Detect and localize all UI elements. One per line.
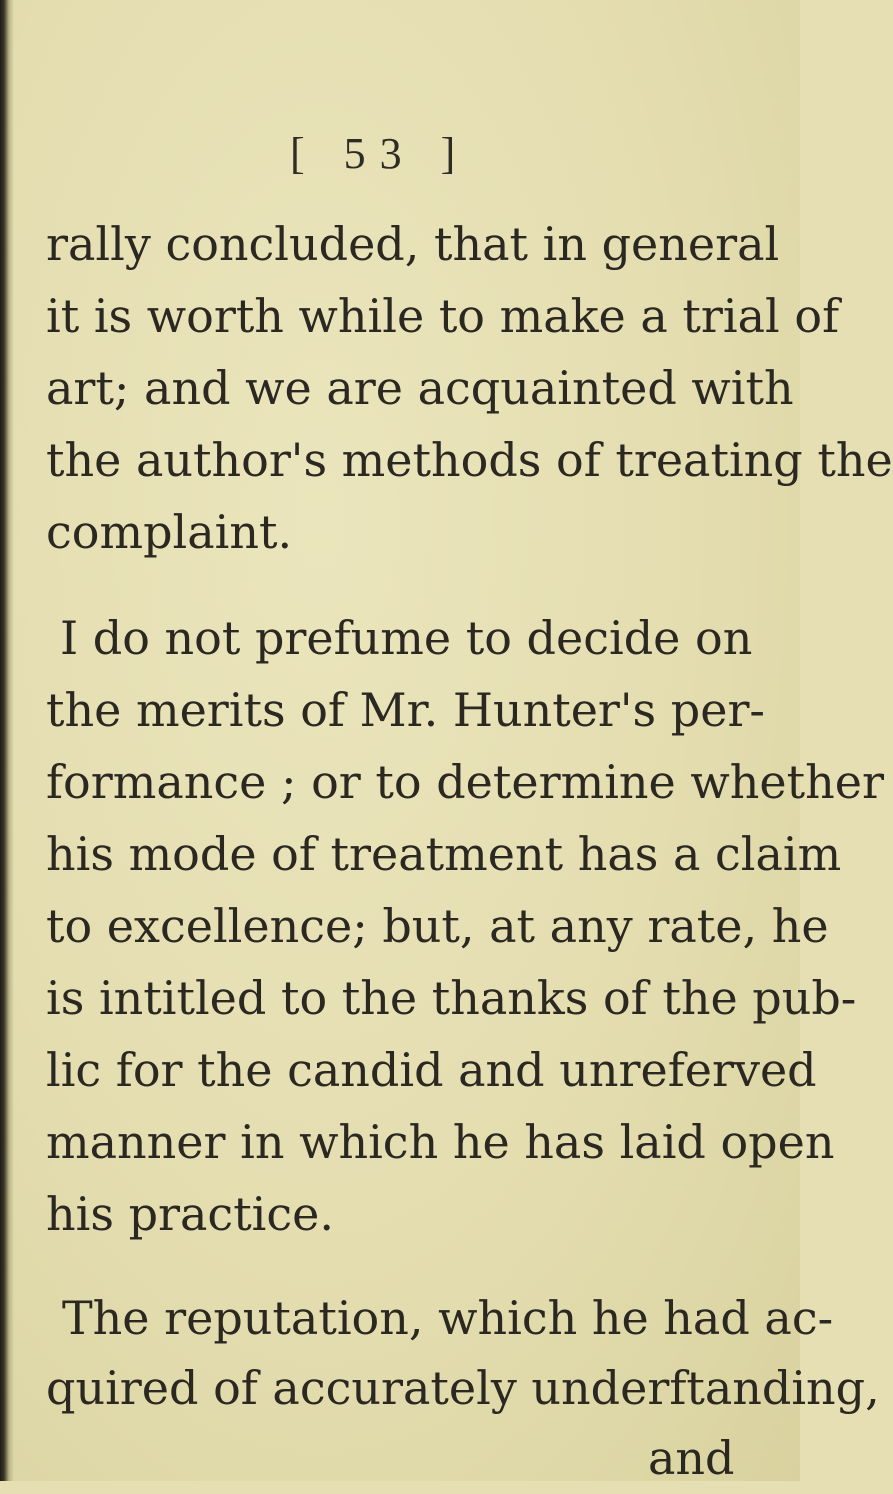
text-line: The reputation, which he had ac- xyxy=(62,1291,834,1345)
text-line: is intitled to the thanks of the pub- xyxy=(46,971,857,1025)
text-line: the author's methods of treating the xyxy=(46,433,893,487)
text-line: his mode of treatment has a claim xyxy=(46,827,842,881)
text-line: quired of accurately underftanding, xyxy=(46,1361,880,1415)
text-line: it is worth while to make a trial of xyxy=(46,289,840,343)
text-line: I do not prefume to decide on xyxy=(60,611,753,665)
page-gutter-shadow xyxy=(0,0,14,1481)
text-line: lic for the candid and unreferved xyxy=(46,1043,817,1097)
text-line: to excellence; but, at any rate, he xyxy=(46,899,829,953)
page-number-header: [ 53 ] xyxy=(290,129,470,178)
text-line: the merits of Mr. Hunter's per- xyxy=(46,683,765,737)
text-line: rally concluded, that in general xyxy=(46,217,780,271)
text-line: formance ; or to determine whether xyxy=(46,755,884,809)
text-line: complaint. xyxy=(46,505,293,559)
text-line: manner in which he has laid open xyxy=(46,1115,835,1169)
catchword: and xyxy=(648,1431,735,1485)
text-line: art; and we are acquainted with xyxy=(46,361,794,415)
text-line: his practice. xyxy=(46,1187,334,1241)
